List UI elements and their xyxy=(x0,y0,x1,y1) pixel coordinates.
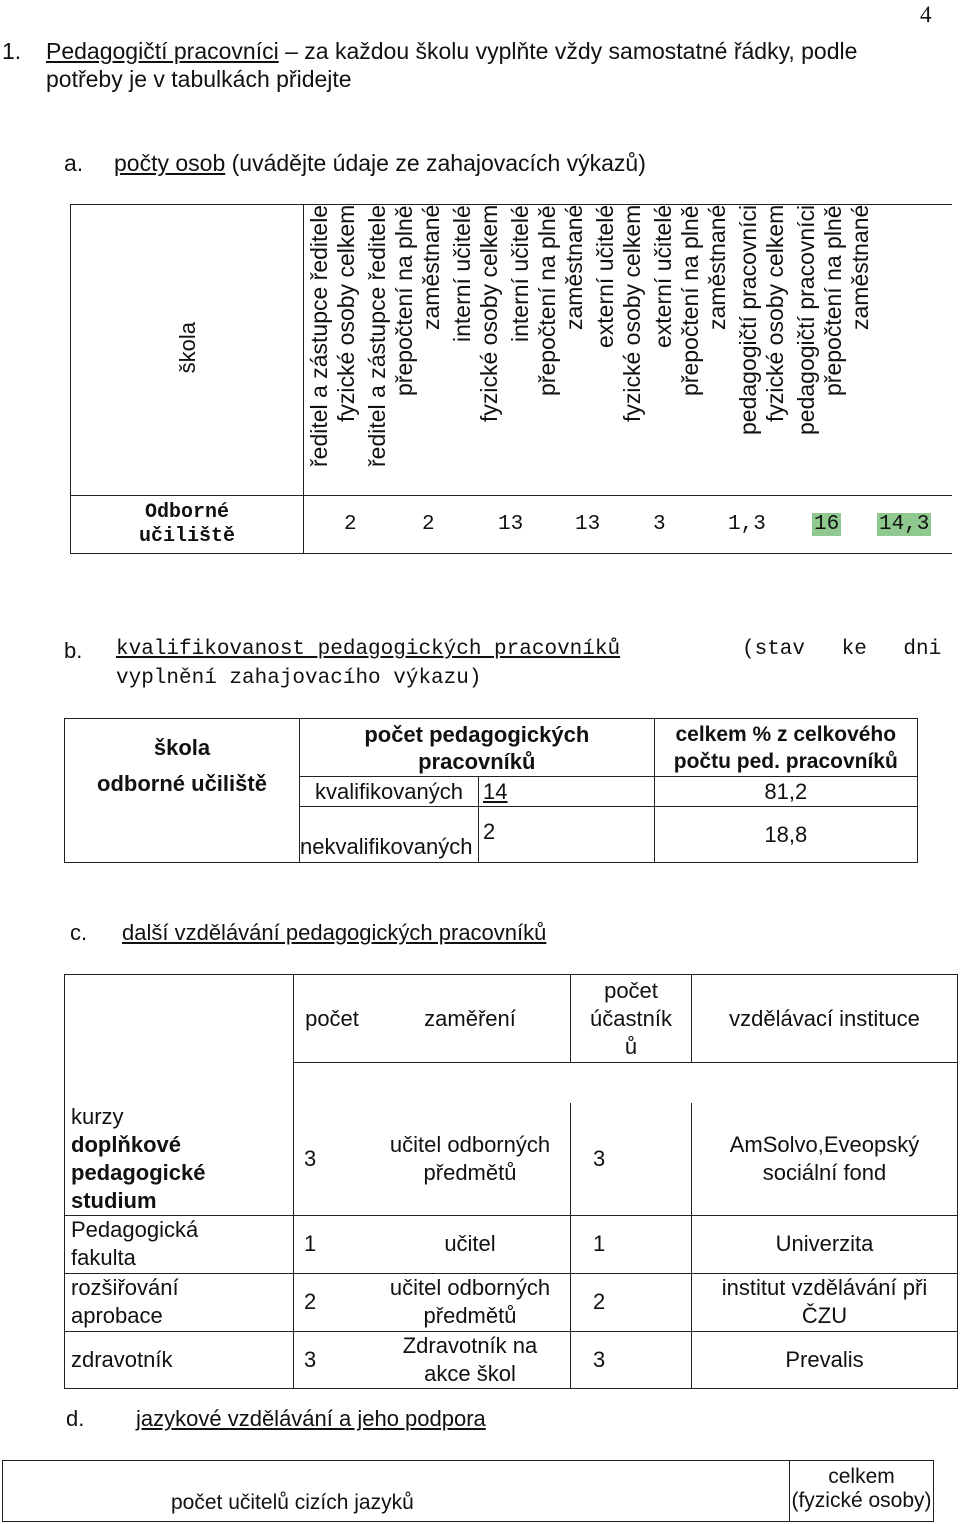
section-1-title-rest: – za každou školu vyplňte vždy samostatné řádky, podle xyxy=(278,38,858,64)
c-row2-institution: Univerzita xyxy=(692,1215,958,1273)
header-col-5 xyxy=(592,205,646,495)
value-col-3: 13 xyxy=(498,512,524,536)
header-col-6-line: externí učitelé xyxy=(650,205,676,349)
section-c-heading xyxy=(70,920,547,946)
b-row1-count: 14 xyxy=(479,777,655,807)
section-1-title-line2: potřeby je v tabulkách přidejte xyxy=(46,66,352,92)
c-header-blank xyxy=(65,975,294,1063)
b-header-percent: celkem % z celkového počtu ped. pracovníků xyxy=(654,719,917,777)
header-col-7-line: fyzické osoby celkem xyxy=(762,205,788,423)
header-col-3-line: fyzické osoby celkem xyxy=(476,205,502,423)
header-col-4-line: zaměstnané xyxy=(561,205,587,331)
b-row2-percent: 18,8 xyxy=(654,807,917,863)
value-col-5: 3 xyxy=(653,512,666,536)
header-col-4-line: přepočtení na plně xyxy=(534,205,560,396)
c-row1-count: 3 xyxy=(294,1103,371,1216)
section-c-title-link[interactable]: další vzdělávání pedagogických pracovníků xyxy=(122,920,547,945)
d-header-total: celkem (fyzické osoby) xyxy=(790,1461,934,1522)
c-row4-count: 3 xyxy=(294,1331,371,1388)
header-col-3-line: interní učitelé xyxy=(449,205,475,342)
c-row3-count: 2 xyxy=(294,1273,371,1331)
b-header-count: počet pedagogických pracovníků xyxy=(300,719,655,777)
header-col-2-line: ředitel a zástupce ředitele xyxy=(364,205,390,468)
b-row1-label: kvalifikovaných xyxy=(300,777,479,807)
b-row2-label: nekvalifikovaných xyxy=(300,807,479,863)
header-col-5-line: externí učitelé xyxy=(592,205,618,349)
b-header-school: škola xyxy=(65,719,300,777)
c-row4-participants: 3 xyxy=(571,1331,692,1388)
c-row1-focus: učitel odborných předmětů xyxy=(370,1103,571,1216)
value-col-4: 13 xyxy=(575,512,601,536)
header-col-2-line: přepočtení na plně xyxy=(391,205,417,396)
c-row2-focus: učitel xyxy=(370,1215,571,1273)
c-header-focus: zaměření xyxy=(370,975,571,1063)
d-header-teachers: počet učitelů cizích jazyků xyxy=(3,1461,790,1522)
staff-count-table xyxy=(70,204,952,554)
row-values xyxy=(304,496,953,554)
header-col-6-line: přepočtení na plně xyxy=(677,205,703,396)
header-col-2 xyxy=(364,205,445,495)
header-col-8-line: přepočtení na plně xyxy=(820,205,846,396)
further-education-table xyxy=(64,974,958,1389)
header-col-4-line: interní učitelé xyxy=(507,205,533,342)
header-col-3 xyxy=(449,205,503,495)
header-school: škola xyxy=(71,205,304,496)
language-education-table xyxy=(2,1460,934,1522)
header-col-6 xyxy=(650,205,731,495)
value-col-6: 1,3 xyxy=(728,512,766,536)
qualification-table xyxy=(64,718,918,863)
header-col-7 xyxy=(735,205,789,495)
header-col-6-line: zaměstnané xyxy=(704,205,730,331)
c-row4-focus: Zdravotník na akce škol xyxy=(370,1331,571,1388)
c-row3-participants: 2 xyxy=(571,1273,692,1331)
c-row3-institution: institut vzdělávání při ČZU xyxy=(692,1273,958,1331)
value-col-1: 2 xyxy=(344,512,357,536)
c-header-participants: počet účastník ů xyxy=(571,975,692,1063)
header-col-8-line: zaměstnané xyxy=(847,205,873,331)
section-a-letter: a. xyxy=(64,150,84,176)
header-col-2-line: zaměstnané xyxy=(418,205,444,331)
vertical-headers xyxy=(304,205,953,496)
b-row2-count: 2 xyxy=(479,807,655,863)
c-row2-count: 1 xyxy=(294,1215,371,1273)
value-col-7: 16 xyxy=(814,512,840,536)
section-b-heading xyxy=(64,638,942,665)
header-col-8 xyxy=(793,205,874,495)
section-a-title-link[interactable]: počty osob xyxy=(114,150,226,176)
section-c-letter: c. xyxy=(70,920,88,945)
section-d-heading xyxy=(66,1406,486,1432)
section-b-title-rest: (stav ke dni xyxy=(742,638,942,661)
header-col-7-line: pedagogičtí pracovníci xyxy=(735,205,761,436)
section-1-title-link[interactable]: Pedagogičtí pracovníci xyxy=(46,38,279,64)
header-col-1-line: ředitel a zástupce ředitele xyxy=(306,205,332,468)
header-col-8-line: pedagogičtí pracovníci xyxy=(793,205,819,436)
c-row1-participants: 3 xyxy=(571,1103,692,1216)
section-b-title-line2: vyplnění zahajovacího výkazu) xyxy=(116,667,482,690)
b-row1-percent: 81,2 xyxy=(654,777,917,807)
c-row4-institution: Prevalis xyxy=(692,1331,958,1388)
section-1-heading xyxy=(2,37,858,66)
c-row2-participants: 1 xyxy=(571,1215,692,1273)
value-col-8: 14,3 xyxy=(879,512,930,536)
section-1-number: 1. xyxy=(2,38,22,64)
c-header-institution: vzdělávací instituce xyxy=(692,975,958,1063)
c-header-count: počet xyxy=(294,975,371,1063)
header-col-1-line: fyzické osoby celkem xyxy=(333,205,359,423)
header-col-4 xyxy=(507,205,588,495)
b-school-name: odborné učiliště xyxy=(65,777,300,863)
value-col-2: 2 xyxy=(422,512,435,536)
header-col-1 xyxy=(306,205,360,495)
section-b-letter: b. xyxy=(64,638,83,663)
c-row3-type: rozšiřování aprobace xyxy=(65,1273,294,1331)
c-row1-institution: AmSolvo,Eveopský sociální fond xyxy=(692,1103,958,1216)
header-col-5-line: fyzické osoby celkem xyxy=(619,205,645,423)
section-d-title-link[interactable]: jazykové vzdělávání a jeho podpora xyxy=(136,1406,486,1431)
section-d-letter: d. xyxy=(66,1406,85,1431)
c-row2-type: Pedagogická fakulta xyxy=(65,1215,294,1273)
c-row3-focus: učitel odborných předmětů xyxy=(370,1273,571,1331)
page-number: 4 xyxy=(920,2,932,27)
c-row1-type: kurzy doplňkové pedagogické studium xyxy=(65,1103,294,1216)
c-row4-type: zdravotník xyxy=(65,1331,294,1388)
section-b-title-link[interactable]: kvalifikovanost pedagogických pracovníků xyxy=(116,638,621,661)
section-a-heading xyxy=(64,150,646,177)
section-a-title-rest: (uvádějte údaje ze zahajovacích výkazů) xyxy=(225,150,646,176)
row-school-name: Odborné učiliště xyxy=(71,496,304,554)
